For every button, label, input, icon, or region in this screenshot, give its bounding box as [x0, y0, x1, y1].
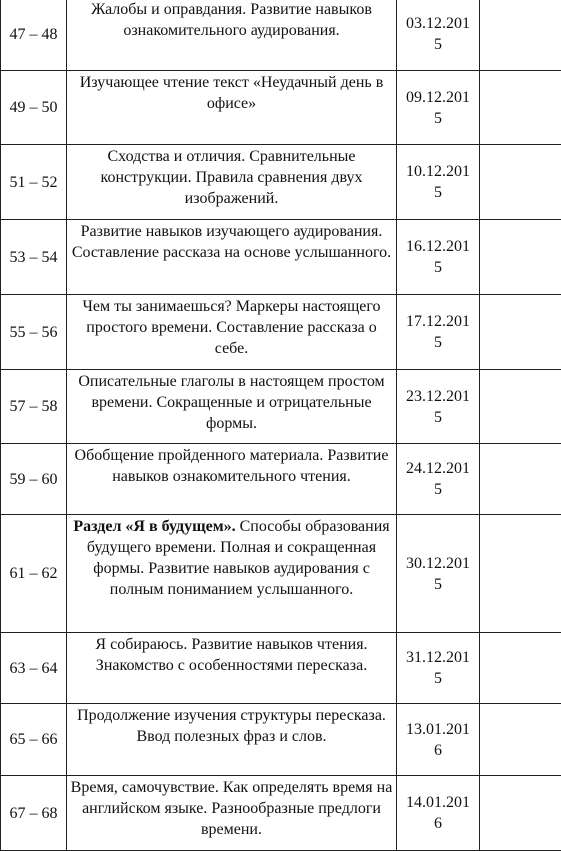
table-row [1, 145, 561, 220]
date-line-1: 09.12.201 [397, 87, 479, 108]
table-row [1, 776, 561, 851]
lesson-date [397, 71, 480, 145]
empty-cell [480, 633, 561, 704]
table-row [1, 71, 561, 145]
lesson-number: 49 – 50 [1, 71, 67, 145]
empty-cell [480, 295, 561, 370]
date-line-2: 5 [397, 34, 479, 55]
lesson-number: 63 – 64 [1, 633, 67, 704]
lesson-number: 59 – 60 [1, 444, 67, 515]
date-line-2: 5 [397, 108, 479, 129]
lesson-date [397, 444, 480, 515]
table-row [1, 444, 561, 515]
date-line-2: 5 [397, 407, 479, 428]
date-line-2: 5 [397, 332, 479, 353]
lesson-date [397, 0, 480, 71]
table-row [1, 704, 561, 776]
section-heading: Раздел «Я в будущем». [73, 518, 235, 535]
lesson-topic: Сходства и отличия. Сравнительные конструкции. Правила сравнения двух изображений. [67, 145, 397, 220]
empty-cell [480, 776, 561, 851]
lesson-number: 65 – 66 [1, 704, 67, 776]
lesson-topic: Изучающее чтение текст «Неудачный день в офисе» [67, 71, 397, 145]
lesson-number: 53 – 54 [1, 220, 67, 295]
date-line-1: 14.01.201 [397, 792, 479, 813]
date-line-2: 5 [397, 574, 479, 595]
lesson-topic: Чем ты занимаешься? Маркеры настоящего простого времени. Составление рассказа о себе. [67, 295, 397, 370]
lesson-topic-text: Способы образования будущего времени. Полная и сокращенная формы. Развитие навыков аудирования с полным пониманием услышанного. [87, 518, 390, 598]
lesson-date [397, 776, 480, 851]
lesson-number: 55 – 56 [1, 295, 67, 370]
lesson-number: 61 – 62 [1, 515, 67, 633]
lesson-date [397, 515, 480, 633]
lesson-topic: Продолжение изучения структуры пересказа. Ввод полезных фраз и слов. [67, 704, 397, 776]
date-line-2: 5 [397, 479, 479, 500]
date-line-2: 6 [397, 813, 479, 834]
date-line-1: 16.12.201 [397, 236, 479, 257]
table-row [1, 220, 561, 295]
table-row [1, 370, 561, 444]
empty-cell [480, 704, 561, 776]
lesson-date [397, 295, 480, 370]
lesson-date [397, 220, 480, 295]
lesson-number: 47 – 48 [1, 0, 67, 71]
date-line-1: 17.12.201 [397, 311, 479, 332]
table-row [1, 633, 561, 704]
lesson-date [397, 704, 480, 776]
date-line-1: 10.12.201 [397, 161, 479, 182]
date-line-1: 30.12.201 [397, 553, 479, 574]
date-line-2: 5 [397, 668, 479, 689]
lesson-topic: Описательные глаголы в настоящем простом времени. Сокращенные и отрицательные формы. [67, 370, 397, 444]
lesson-date [397, 145, 480, 220]
date-line-1: 03.12.201 [397, 13, 479, 34]
lesson-number: 57 – 58 [1, 370, 67, 444]
date-line-1: 31.12.201 [397, 647, 479, 668]
table-row [1, 295, 561, 370]
lesson-topic: Обобщение пройденного материала. Развитие навыков ознакомительного чтения. [67, 444, 397, 515]
lesson-topic: Время, самочувствие. Как определять время на английском языке. Разнообразные предлоги времени. [67, 776, 397, 851]
empty-cell [480, 370, 561, 444]
lesson-number: 51 – 52 [1, 145, 67, 220]
empty-cell [480, 71, 561, 145]
lesson-date [397, 370, 480, 444]
date-line-1: 24.12.201 [397, 458, 479, 479]
table-row [1, 515, 561, 633]
lesson-topic: Жалобы и оправдания. Развитие навыков ознакомительного аудирования. [67, 0, 397, 71]
empty-cell [480, 0, 561, 71]
lesson-topic: Я собираюсь. Развитие навыков чтения. Знакомство с особенностями пересказа. [67, 633, 397, 704]
empty-cell [480, 145, 561, 220]
lesson-topic [67, 515, 397, 633]
empty-cell [480, 515, 561, 633]
lesson-number: 67 – 68 [1, 776, 67, 851]
empty-cell [480, 220, 561, 295]
table-row [1, 0, 561, 71]
date-line-2: 5 [397, 182, 479, 203]
date-line-1: 23.12.201 [397, 386, 479, 407]
date-line-2: 5 [397, 257, 479, 278]
date-line-2: 6 [397, 740, 479, 761]
lesson-date [397, 633, 480, 704]
date-line-1: 13.01.201 [397, 719, 479, 740]
lesson-topic: Развитие навыков изучающего аудирования. Составление рассказа на основе услышанного. [67, 220, 397, 295]
empty-cell [480, 444, 561, 515]
